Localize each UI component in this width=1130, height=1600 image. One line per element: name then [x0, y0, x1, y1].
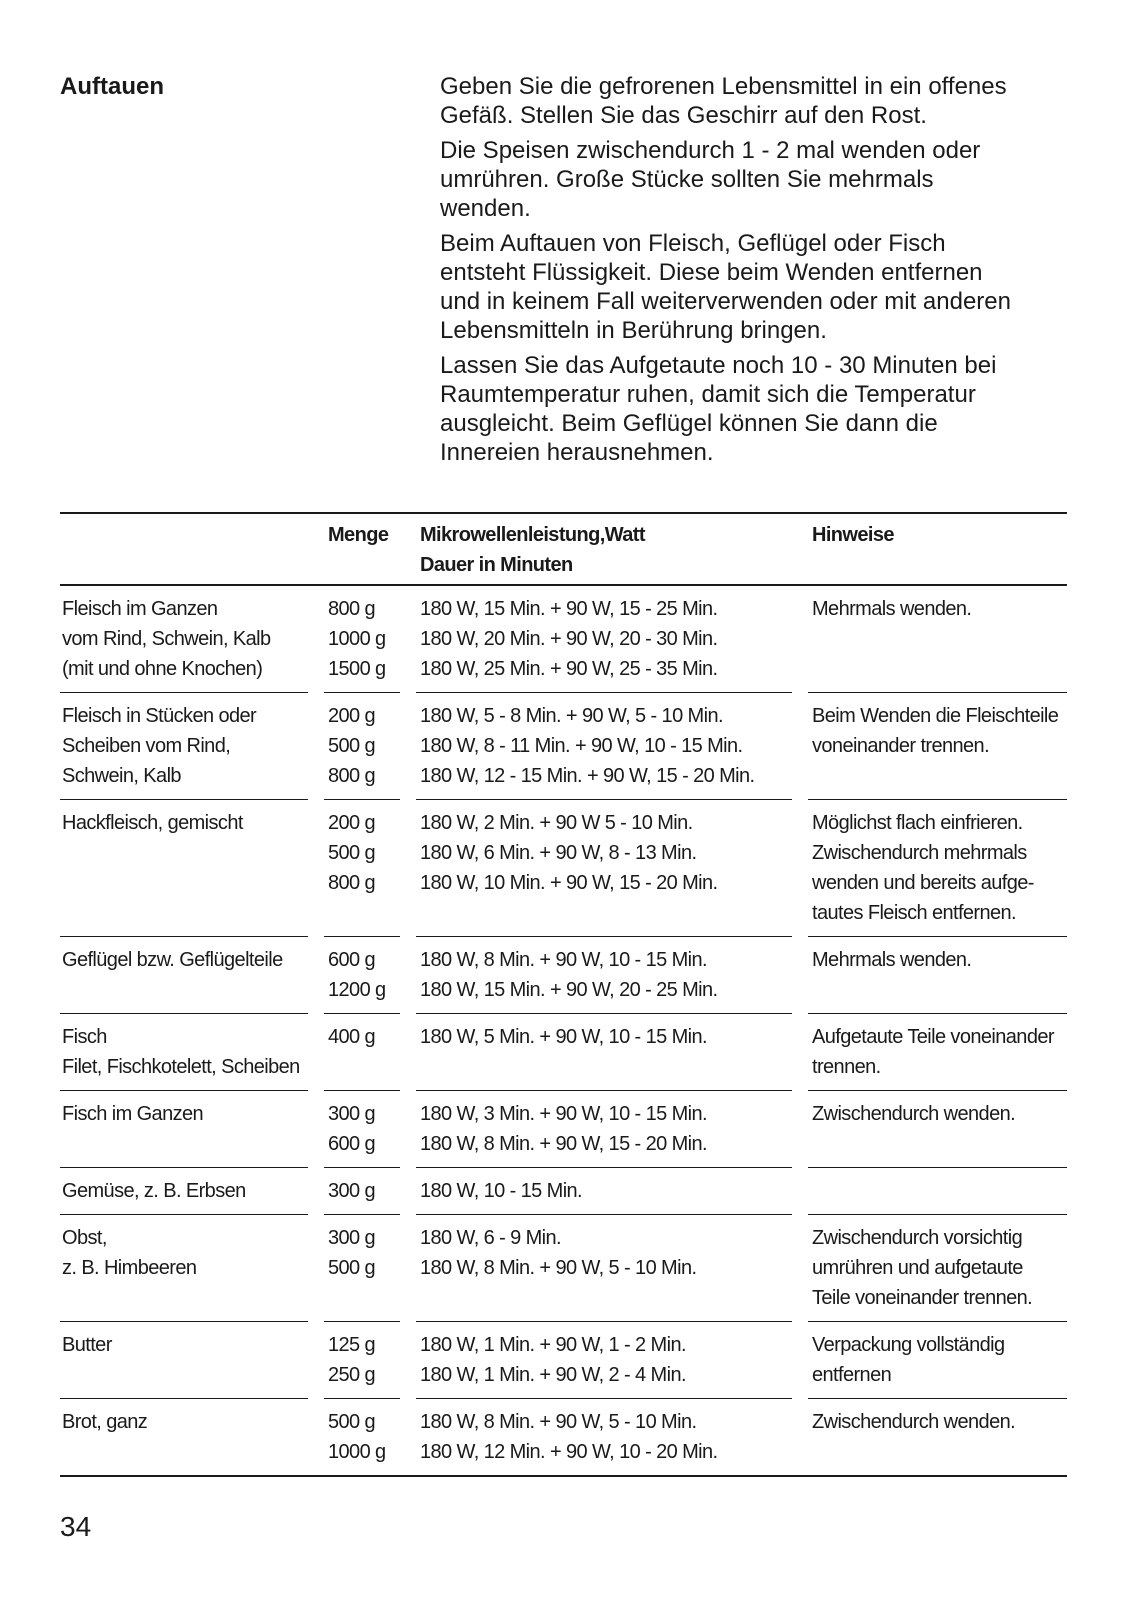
- power-duration-cell: 180 W, 8 Min. + 90 W, 10 - 15 Min. 180 W, 15 Min. + 90 W, 20 - 25 Min.: [416, 937, 792, 1014]
- table-row: [60, 1399, 1067, 1475]
- quantity-cell: 300 g 500 g: [324, 1215, 400, 1322]
- table-header-row: [60, 514, 1067, 586]
- food-cell: Hackfleisch, gemischt: [60, 800, 308, 937]
- table-row: [60, 586, 1067, 693]
- page-number: 34: [60, 1511, 92, 1542]
- table-row: [60, 1215, 1067, 1322]
- notes-cell: Aufgetaute Teile voneinander trennen.: [808, 1014, 1067, 1091]
- header-power-duration: Mikrowellenleistung,Watt Dauer in Minuten: [420, 524, 645, 576]
- food-cell: Fleisch im Ganzen vom Rind, Schwein, Kalb (mit und ohne Knochen): [60, 586, 308, 693]
- quantity-cell: 125 g 250 g: [324, 1322, 400, 1399]
- food-cell: Geflügel bzw. Geflügelteile: [60, 937, 308, 1014]
- notes-cell: Zwischendurch wenden.: [812, 1411, 1016, 1433]
- notes-cell: Mehrmals wenden.: [808, 937, 1067, 1014]
- header-quantity: Menge: [328, 524, 389, 546]
- food-cell: Brot, ganz: [62, 1411, 148, 1433]
- power-duration-cell: 180 W, 5 - 8 Min. + 90 W, 5 - 10 Min. 180 W, 8 - 11 Min. + 90 W, 10 - 15 Min. 180 W, 12 - 15 Min. + 90 W, 15 - 20 Min.: [416, 693, 792, 800]
- power-duration-cell: 180 W, 1 Min. + 90 W, 1 - 2 Min. 180 W, 1 Min. + 90 W, 2 - 4 Min.: [416, 1322, 792, 1399]
- food-cell: Obst, z. B. Himbeeren: [60, 1215, 308, 1322]
- table-row: [60, 1091, 1067, 1168]
- table-row: [60, 1014, 1067, 1091]
- food-cell: Fisch Filet, Fischkotelett, Scheiben: [60, 1014, 308, 1091]
- notes-cell: Möglichst flach einfrieren. Zwischendurch mehrmals wenden und bereits aufge- tautes Fleisch entfernen.: [808, 800, 1067, 937]
- notes-cell: Zwischendurch vorsichtig umrühren und aufgetaute Teile voneinander trennen.: [808, 1215, 1067, 1322]
- quantity-cell: 600 g 1200 g: [324, 937, 400, 1014]
- food-cell: Fleisch in Stücken oder Scheiben vom Rind, Schwein, Kalb: [60, 693, 308, 800]
- quantity-cell: 400 g: [324, 1014, 400, 1091]
- intro-paragraph: Beim Auftauen von Fleisch, Geflügel oder Fisch entsteht Flüssigkeit. Diese beim Wenden entfernen und in keinem Fall weiterverwenden oder mit anderen Lebensmitteln in Berührung bringen.: [440, 230, 1011, 344]
- intro-paragraph: Geben Sie die gefrorenen Lebensmittel in ein offenes Gefäß. Stellen Sie das Geschirr auf den Rost.: [440, 73, 1007, 129]
- section-title: Auftauen: [60, 73, 164, 100]
- food-cell: Butter: [60, 1322, 308, 1399]
- quantity-cell: 300 g 600 g: [324, 1091, 400, 1168]
- header-notes: Hinweise: [812, 524, 894, 546]
- notes-cell: [808, 1168, 1067, 1215]
- header-food: [60, 514, 308, 584]
- intro-paragraph: Lassen Sie das Aufgetaute noch 10 - 30 Minuten bei Raumtemperatur ruhen, damit sich die Temperatur ausgleicht. Beim Geflügel können Sie dann die Innereien herausnehmen.: [440, 352, 997, 466]
- power-duration-cell: 180 W, 15 Min. + 90 W, 15 - 25 Min. 180 W, 20 Min. + 90 W, 20 - 30 Min. 180 W, 25 Min. + 90 W, 25 - 35 Min.: [416, 586, 792, 693]
- intro-text: [440, 72, 1080, 473]
- table-row: [60, 1168, 1067, 1215]
- notes-cell: Verpackung vollständig entfernen: [808, 1322, 1067, 1399]
- power-duration-cell: 180 W, 5 Min. + 90 W, 10 - 15 Min.: [416, 1014, 792, 1091]
- quantity-cell: 800 g 1000 g 1500 g: [324, 586, 400, 693]
- power-duration-cell: 180 W, 2 Min. + 90 W 5 - 10 Min. 180 W, 6 Min. + 90 W, 8 - 13 Min. 180 W, 10 Min. + 90 W, 15 - 20 Min.: [416, 800, 792, 937]
- table-bottom-rule: [60, 1475, 1067, 1477]
- table-row: [60, 937, 1067, 1014]
- food-cell: Fisch im Ganzen: [60, 1091, 308, 1168]
- power-duration-cell: 180 W, 6 - 9 Min. 180 W, 8 Min. + 90 W, 5 - 10 Min.: [416, 1215, 792, 1322]
- quantity-cell: 200 g 500 g 800 g: [324, 800, 400, 937]
- intro-paragraph: Die Speisen zwischendurch 1 - 2 mal wenden oder umrühren. Große Stücke sollten Sie mehrmals wenden.: [440, 137, 981, 222]
- notes-cell: Beim Wenden die Fleischteile voneinander trennen.: [808, 693, 1067, 800]
- quantity-cell: 200 g 500 g 800 g: [324, 693, 400, 800]
- power-duration-cell: 180 W, 10 - 15 Min.: [416, 1168, 792, 1215]
- table-row: [60, 800, 1067, 937]
- power-duration-cell: 180 W, 3 Min. + 90 W, 10 - 15 Min. 180 W, 8 Min. + 90 W, 15 - 20 Min.: [416, 1091, 792, 1168]
- defrost-table: [60, 512, 1067, 1477]
- notes-cell: Zwischendurch wenden.: [808, 1091, 1067, 1168]
- power-duration-cell: 180 W, 8 Min. + 90 W, 5 - 10 Min. 180 W, 12 Min. + 90 W, 10 - 20 Min.: [420, 1411, 718, 1463]
- notes-cell: Mehrmals wenden.: [808, 586, 1067, 693]
- quantity-cell: 500 g 1000 g: [328, 1411, 386, 1463]
- food-cell: Gemüse, z. B. Erbsen: [60, 1168, 308, 1215]
- table-row: [60, 693, 1067, 800]
- quantity-cell: 300 g: [324, 1168, 400, 1215]
- table-row: [60, 1322, 1067, 1399]
